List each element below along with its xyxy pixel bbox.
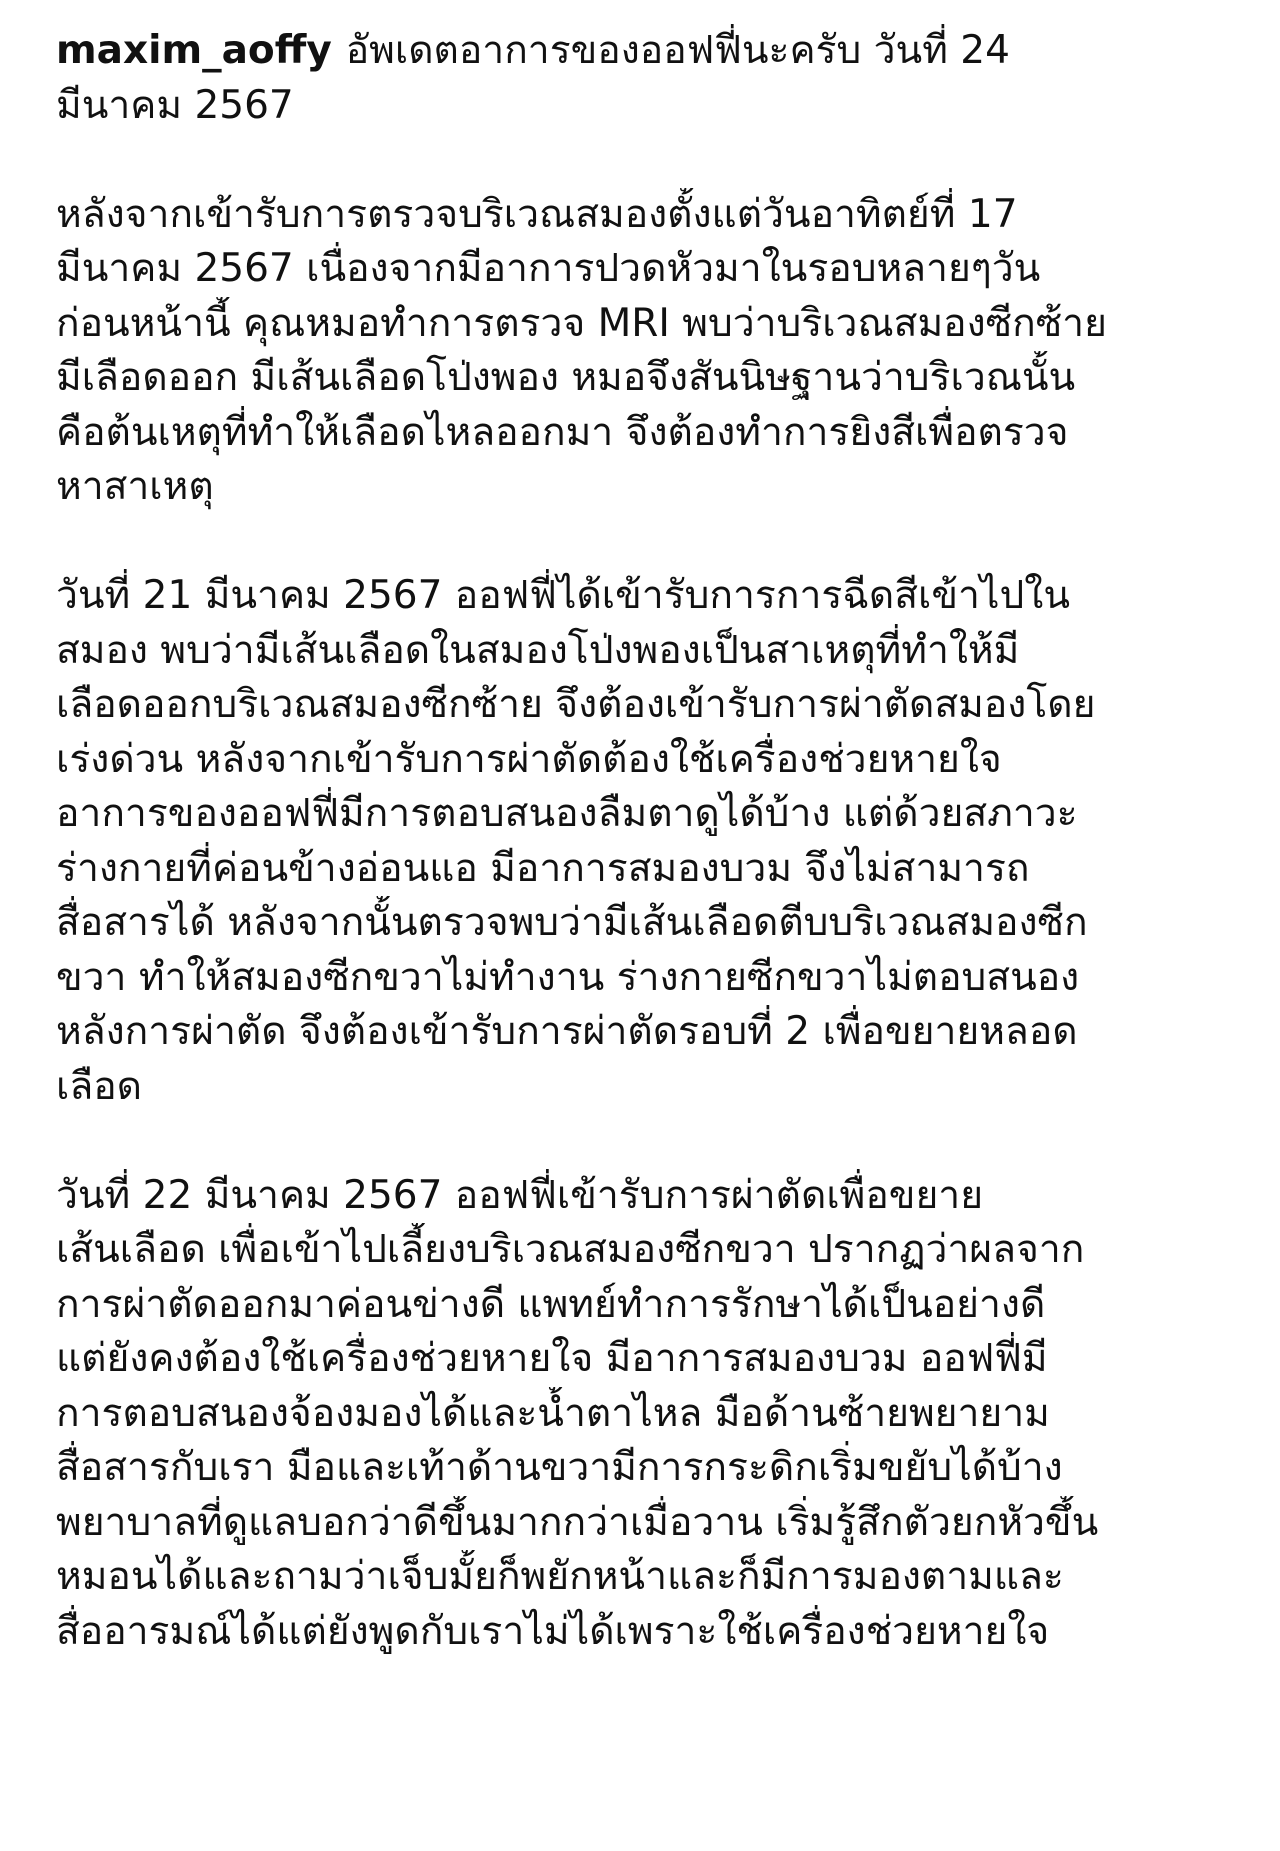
paragraph-line: เร่งด่วน หลังจากเข้ารับการผ่าตัดต้องใช้เครื่องช่วยหายใจ [56,736,1002,782]
paragraph-line: หลังจากเข้ารับการตรวจบริเวณสมองตั้งแต่วันอาทิตย์ที่ 17 [56,191,1018,237]
paragraph-line: เลือดออกบริเวณสมองซีกซ้าย จึงต้องเข้ารับการผ่าตัดสมองโดย [56,682,1096,727]
caption-heading-line [56,24,1236,79]
paragraph-1 [56,188,1236,515]
paragraph-gap [56,133,1236,188]
paragraph-line: หลังการผ่าตัด จึงต้องเข้ารับการผ่าตัดรอบที่ 2 เพื่อขยายหลอด [56,1009,1078,1054]
paragraph-line: วันที่ 21 มีนาคม 2567 ออฟฟี่ได้เข้ารับการการฉีดสีเข้าไปใน [56,573,1070,618]
username-link[interactable]: maxim_aoffy [56,28,332,73]
caption-heading-line-2: มีนาคม 2567 [56,82,294,128]
paragraph-line: แต่ยังคงต้องใช้เครื่องช่วยหายใจ มีอาการสมองบวม ออฟฟี่มี [56,1336,1048,1381]
paragraph-line: การผ่าตัดออกมาค่อนข่างดี แพทย์ทำการรักษาได้เป็นอย่างดี [56,1281,1046,1327]
paragraph-gap [56,1114,1236,1169]
paragraph-line: พยาบาลที่ดูแลบอกว่าดีขึ้นมากกว่าเมื่อวาน เริ่มรู้สึกตัวยกหัวขึ้น [56,1499,1099,1545]
paragraph-line: สื่อสารได้ หลังจากนั้นตรวจพบว่ามีเส้นเลือดตีบบริเวณสมองซีก [56,900,1088,945]
caption-heading-text: อัพเดตอาการของออฟฟี่นะครับ วันที่ 24 [345,28,1010,73]
paragraph-line: ขวา ทำให้สมองซีกขวาไม่ทำงาน ร่างกายซีกขวาไม่ตอบสนอง [56,954,1080,1000]
paragraph-line: สื่อสารกับเรา มือและเท้าด้านขวามีการกระดิกเริ่มขยับได้บ้าง [56,1445,1063,1490]
paragraph-line: เลือด [56,1063,142,1109]
paragraph-line: ร่างกายที่ค่อนข้างอ่อนแอ มีอาการสมองบวม จึงไม่สามารถ [56,845,1030,891]
post-caption [56,24,1236,1659]
paragraph-line: สื่ออารมณ์ได้แต่ยังพูดกับเราไม่ได้เพราะใช้เครื่องช่วยหายใจ [56,1608,1050,1654]
paragraph-line: มีเลือดออก มีเส้นเลือดโป่งพอง หมอจึงสันนิษฐานว่าบริเวณนั้น [56,355,1076,400]
paragraph-line: คือต้นเหตุที่ทำให้เลือดไหลออกมา จึงต้องทำการยิงสีเพื่อตรวจ [56,409,1069,455]
paragraph-line: มีนาคม 2567 เนื่องจากมีอาการปวดหัวมาในรอบหลายๆวัน [56,246,1041,291]
paragraph-line: สมอง พบว่ามีเส้นเลือดในสมองโป่งพองเป็นสาเหตุที่ทำให้มี [56,627,1020,673]
paragraph-line: การตอบสนองจ้องมองได้และน้ำตาไหล มือด้านซ้ายพยายาม [56,1390,1050,1436]
paragraph-2 [56,569,1236,1114]
paragraph-line: อาการของออฟฟี่มีการตอบสนองลืมตาดูได้บ้าง แต่ด้วยสภาวะ [56,791,1078,836]
paragraph-line: เส้นเลือด เพื่อเข้าไปเลี้ยงบริเวณสมองซีกขวา ปรากฏว่าผลจาก [56,1227,1085,1272]
paragraph-line: หมอนได้และถามว่าเจ็บมั้ยก็พยักหน้าและก็มีการมองตามและ [56,1554,1064,1599]
paragraph-line: วันที่ 22 มีนาคม 2567 ออฟฟี่เข้ารับการผ่าตัดเพื่อขยาย [56,1172,984,1218]
paragraph-gap [56,515,1236,570]
paragraph-line: ก่อนหน้านี้ คุณหมอทำการตรวจ MRI พบว่าบริเวณสมองซีกซ้าย [56,300,1107,346]
paragraph-line: หาสาเหตุ [56,464,214,509]
paragraph-3 [56,1169,1236,1660]
